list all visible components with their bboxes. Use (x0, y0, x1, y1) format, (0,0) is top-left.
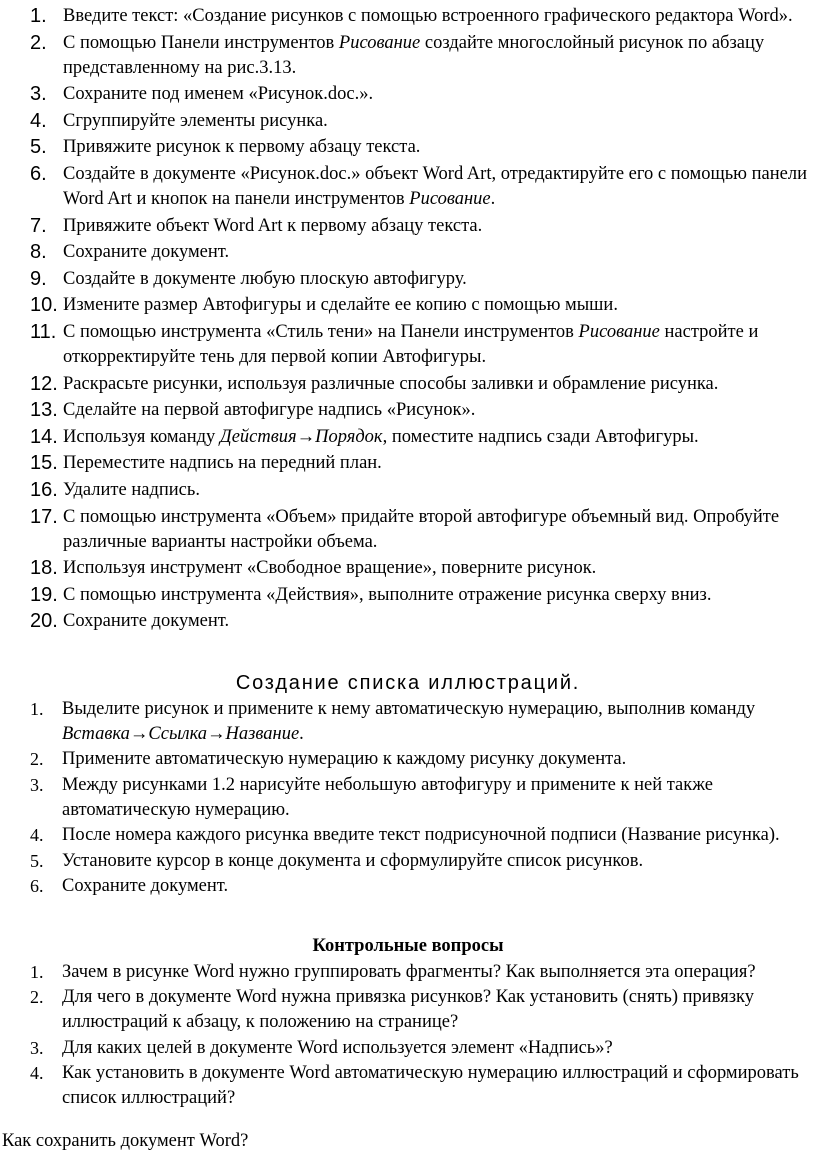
list-item-number: 1. (30, 699, 44, 719)
list-item (30, 960, 810, 985)
list-item (30, 505, 810, 555)
list-item-text (63, 111, 328, 131)
text-run: Используя инструмент «Свободное вращение», поверните рисунок. (63, 558, 597, 579)
list-item-text (63, 6, 793, 26)
list-item-text (63, 322, 758, 367)
list-item (30, 267, 810, 292)
list-item-number: 15. (30, 452, 58, 475)
list-item-number: 6. (30, 162, 47, 185)
text-run: Сделайте на первой автофигуре надпись «Рисунок». (63, 400, 476, 421)
list-item (30, 849, 810, 874)
list-item (30, 1036, 810, 1061)
list-item-number: 12. (30, 372, 58, 395)
text-run: создайте многослойный рисунок по абзацу представленному на рис.3.13. (63, 32, 765, 78)
text-run: С помощью инструмента «Стиль тени» на Панели инструментов (63, 321, 579, 342)
list-item (30, 320, 810, 370)
list-item-text (62, 775, 713, 820)
list-item-number: 17. (30, 505, 58, 528)
list-item-text (62, 1063, 799, 1108)
list-item (30, 556, 810, 581)
questions-list (30, 960, 810, 1112)
list-item-number: 5. (30, 850, 44, 871)
list-item-number: 10. (30, 294, 58, 317)
list-item (30, 293, 810, 318)
list-item-number: 16. (30, 478, 58, 501)
list-item (30, 240, 810, 265)
list-item-text (63, 216, 482, 236)
list-item-text (62, 749, 626, 769)
list-item-number: 20. (30, 610, 58, 633)
text-run: Между рисунками 1.2 нарисуйте небольшую автофигуру и примените к ней также автоматическую нумерацию. (62, 774, 714, 820)
list-item-text (63, 84, 373, 104)
text-run: С помощью инструмента «Действия», выполните отражение рисунка сверху вниз. (63, 584, 712, 605)
list-item-text (63, 33, 764, 78)
text-run: Сгруппируйте элементы рисунка. (63, 110, 328, 131)
list-item-number: 5. (30, 136, 47, 159)
text-run: Зачем в рисунке Word нужно группировать фрагменты? Как выполняется эта операция? (62, 962, 756, 982)
list-item-number: 4. (30, 109, 47, 132)
list-item-text (62, 699, 755, 744)
list-item-number: 3. (30, 1037, 44, 1058)
list-item-number: 13. (30, 399, 58, 422)
list-item-text (62, 825, 780, 845)
text-run: Введите текст: «Создание рисунков с помощью встроенного графического редактора Word». (63, 6, 793, 26)
list-item-number: 3. (30, 83, 47, 106)
text-run: Как установить в документе Word автоматическую нумерацию иллюстраций и сформировать список иллюстраций? (62, 1063, 799, 1109)
text-run: Для чего в документе Word нужна привязка рисунков? Как установить (снять) привязку иллюстраций к абзацу, к положению на странице? (62, 987, 754, 1033)
list-item-number: 2. (30, 987, 44, 1008)
list-item (30, 478, 810, 503)
list-item-text (63, 269, 467, 289)
list-item-number: 1. (30, 5, 47, 27)
list-item-text (63, 507, 779, 552)
text-run: После номера каждого рисунка введите текст подрисуночной подписи (Название рисунка). (62, 825, 780, 846)
list-item (30, 109, 810, 134)
list-item (30, 1061, 810, 1111)
list-item-text (63, 137, 420, 157)
list-item-number: 18. (30, 557, 58, 580)
list-item (30, 4, 810, 29)
list-item-number: 19. (30, 583, 58, 606)
text-run: . (490, 188, 496, 209)
italic-term: Рисование (409, 188, 491, 209)
list-item-text (63, 585, 712, 605)
italic-term: Рисование (578, 321, 660, 342)
text-run: Установите курсор в конце документа и сформулируйте список рисунков. (62, 850, 644, 871)
text-run: Сохраните документ. (63, 242, 230, 263)
list-item-number: 2. (30, 749, 44, 770)
list-item-number: 14. (30, 425, 58, 448)
list-item-text (63, 427, 699, 447)
list-item-text (62, 876, 228, 896)
text-run: , поместите надпись сзади Автофигуры. (382, 426, 699, 447)
text-run: Сохраните документ. (63, 611, 230, 632)
list-item-number: 4. (30, 825, 44, 846)
text-run: . (299, 724, 304, 744)
text-run: С помощью Панели инструментов (63, 32, 339, 53)
list-item (30, 773, 810, 823)
list-item (30, 214, 810, 239)
final-question: Как сохранить документ Word? (2, 1131, 249, 1151)
list-item (30, 583, 810, 608)
text-run: Для каких целей в документе Word используется элемент «Надпись»? (62, 1037, 613, 1058)
italic-term: Действия→Порядок (219, 426, 383, 447)
list-item (30, 823, 810, 848)
text-run: Создайте в документе «Рисунок.doc.» объект Word Art, отредактируйте его с помощью панели Word Art и кнопок на панели инструментов (63, 163, 807, 209)
list-item-text (63, 480, 200, 500)
list-item-number: 1. (30, 962, 44, 982)
list-item-text (62, 1038, 613, 1058)
text-run: Раскрасьте рисунки, используя различные способы заливки и обрамление рисунка. (63, 373, 719, 394)
list-item (30, 31, 810, 81)
list-item-number: 8. (30, 241, 47, 264)
illustration-steps-list (30, 697, 810, 899)
section-heading: Создание списка иллюстраций. (235, 672, 581, 694)
list-item-text (63, 611, 229, 631)
text-run: настройте и откорректируйте тень для первой копии Автофигуры. (63, 321, 759, 367)
italic-term: Вставка→Ссылка→Название (62, 724, 300, 744)
list-item-text (62, 987, 754, 1032)
list-item (30, 747, 810, 772)
list-item-number: 2. (30, 31, 47, 54)
text-run: Удалите надпись. (63, 479, 200, 500)
list-item-number: 7. (30, 214, 47, 237)
list-item-text (62, 851, 643, 871)
list-item-text (63, 242, 229, 262)
list-item-text (63, 400, 475, 420)
list-item-text (63, 558, 596, 578)
text-run: Выделите рисунок и примените к нему автоматическую нумерацию, выполнив команду (62, 699, 756, 719)
task-list (30, 4, 810, 636)
list-item (30, 372, 810, 397)
list-item-number: 4. (30, 1063, 44, 1084)
text-run: Сохраните под именем «Рисунок.doc.». (63, 84, 374, 105)
text-run: Переместите надпись на передний план. (63, 453, 382, 474)
list-item (30, 82, 810, 107)
list-item (30, 162, 810, 212)
questions-title: Контрольные вопросы (312, 936, 504, 956)
list-item-text (63, 295, 618, 315)
list-item-number: 6. (30, 875, 44, 896)
text-run: Сохраните документ. (62, 875, 229, 896)
text-run: Создайте в документе любую плоскую автофигуру. (63, 268, 467, 289)
text-run: Используя команду (63, 426, 220, 447)
text-run: Измените размер Автофигуры и сделайте ее копию с помощью мыши. (63, 295, 618, 316)
list-item (30, 135, 810, 160)
list-item (30, 874, 810, 899)
text-run: Привяжите объект Word Art к первому абзацу текста. (63, 215, 483, 236)
italic-term: Рисование (338, 32, 421, 53)
text-run: Примените автоматическую нумерацию к каждому рисунку документа. (62, 749, 627, 770)
list-item (30, 451, 810, 476)
list-item-number: 3. (30, 774, 44, 795)
text-run: Привяжите рисунок к первому абзацу текста. (63, 137, 421, 158)
list-item-text (63, 164, 807, 209)
list-item-number: 9. (30, 267, 47, 290)
list-item-text (62, 962, 756, 982)
text-run: С помощью инструмента «Объем» придайте второй автофигуре объемный вид. Опробуйте различные варианты настройки объема. (63, 506, 780, 552)
list-item-number: 11. (30, 320, 57, 343)
list-item-text (63, 374, 718, 394)
list-item (30, 398, 810, 423)
list-item (30, 985, 810, 1035)
list-item (30, 609, 810, 634)
list-item-text (63, 453, 382, 473)
list-item (30, 697, 810, 747)
list-item (30, 425, 810, 450)
